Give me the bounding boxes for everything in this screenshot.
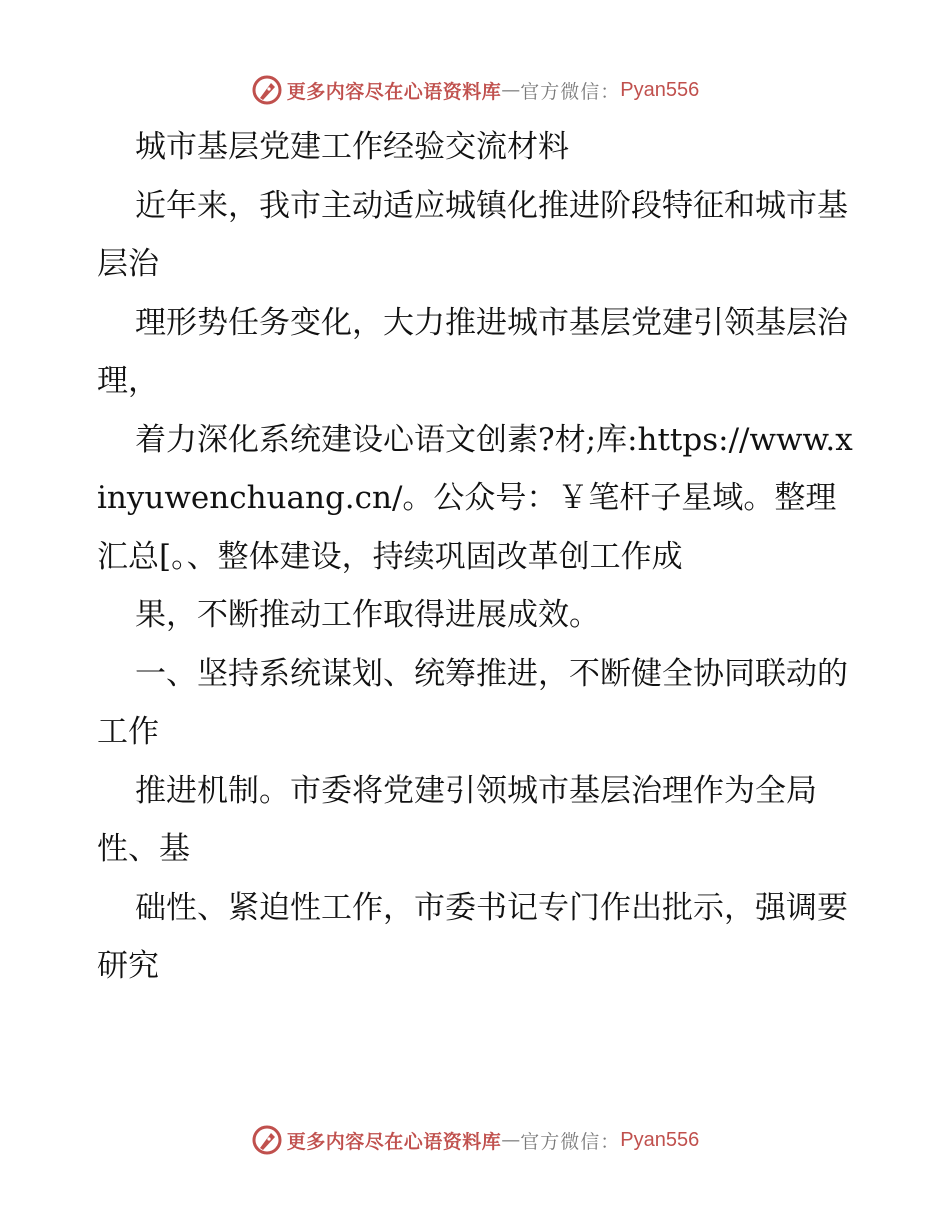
wechat-id: Pyan556 — [620, 1128, 700, 1151]
site-text: 更多内容尽在心语资料库 — [286, 1130, 502, 1153]
document-title: 城市基层党建工作经验交流材料 — [135, 129, 569, 165]
document-body — [97, 118, 857, 996]
banner-separator: — — [501, 1129, 521, 1151]
pen-nib-logo-icon — [251, 1124, 283, 1156]
paragraph: 着力深化系统建设心语文创素?材;库:https://www.xinyuwenchuang.cn/。公众号：￥笔杆子星域。整理汇总[。、整体建设，持续巩固改革创工作成 — [97, 421, 853, 575]
paragraph: 近年来，我市主动适应城镇化推进阶段特征和城市基层治 — [97, 187, 848, 282]
paragraph: 推进机制。市委将党建引领城市基层治理作为全局性、基 — [97, 772, 817, 867]
header-banner — [0, 70, 950, 110]
paragraph: 一、坚持系统谋划、统筹推进，不断健全协同联动的工作 — [97, 655, 848, 750]
wechat-label: 官方微信： — [520, 1130, 621, 1153]
banner-separator: — — [501, 79, 521, 101]
footer-banner — [0, 1120, 950, 1160]
paragraph: 理形势任务变化，大力推进城市基层党建引领基层治理， — [97, 304, 848, 399]
paragraph: 础性、紧迫性工作，市委书记专门作出批示，强调要研究 — [97, 889, 848, 984]
wechat-label: 官方微信： — [520, 80, 621, 103]
wechat-id: Pyan556 — [620, 78, 700, 101]
site-text: 更多内容尽在心语资料库 — [286, 80, 502, 103]
paragraph: 果，不断推动工作取得进展成效。 — [135, 597, 600, 633]
pen-nib-logo-icon — [251, 74, 283, 106]
